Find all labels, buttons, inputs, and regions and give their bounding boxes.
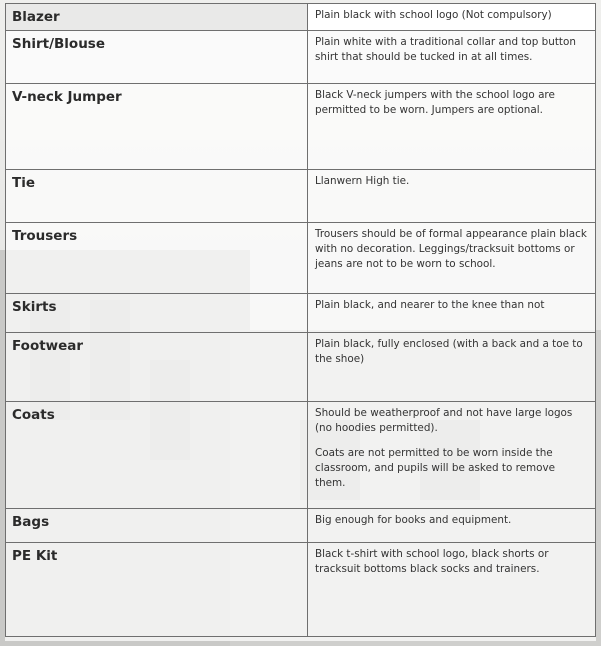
table-row <box>6 31 596 84</box>
item-description: Plain black, and nearer to the knee than not <box>308 294 596 333</box>
item-description: Black V-neck jumpers with the school logo are permitted to be worn. Jumpers are optional. <box>308 84 596 170</box>
item-description: Plain black with school logo (Not compulsory) <box>308 4 596 31</box>
table-row <box>6 223 596 294</box>
table-row <box>6 84 596 170</box>
item-description: Plain black, fully enclosed (with a back and a toe to the shoe) <box>308 333 596 402</box>
item-description: Plain white with a traditional collar and top button shirt that should be tucked in at all times. <box>308 31 596 84</box>
table-row <box>6 402 596 509</box>
table-row <box>6 333 596 402</box>
item-name: Coats <box>6 402 308 509</box>
table-row <box>6 543 596 637</box>
item-description: Llanwern High tie. <box>308 170 596 223</box>
item-name: Bags <box>6 509 308 543</box>
item-description: Trousers should be of formal appearance plain black with no decoration. Leggings/tracksuit bottoms or jeans are not to be worn to school. <box>308 223 596 294</box>
item-description: Should be weatherproof and not have large logos (no hoodies permitted). Coats are not permitted to be worn inside the classroom, and pupils will be asked to remove them. <box>308 402 596 509</box>
item-description: Big enough for books and equipment. <box>308 509 596 543</box>
table-row <box>6 509 596 543</box>
table-row <box>6 170 596 223</box>
item-name: Trousers <box>6 223 308 294</box>
item-name: Blazer <box>6 4 308 31</box>
item-name: PE Kit <box>6 543 308 637</box>
item-name: Skirts <box>6 294 308 333</box>
table-row <box>6 4 596 31</box>
item-description: Black t-shirt with school logo, black shorts or tracksuit bottoms black socks and trainers. <box>308 543 596 637</box>
item-name: Footwear <box>6 333 308 402</box>
table-row <box>6 294 596 333</box>
item-name: Tie <box>6 170 308 223</box>
uniform-table <box>5 3 596 637</box>
item-name: V-neck Jumper <box>6 84 308 170</box>
item-name: Shirt/Blouse <box>6 31 308 84</box>
